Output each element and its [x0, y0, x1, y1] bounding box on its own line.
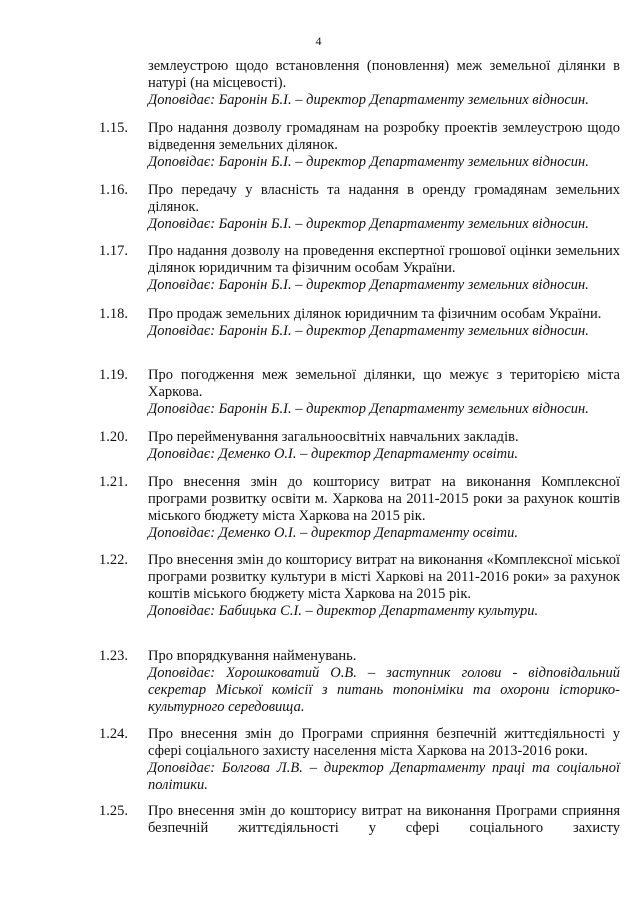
item-body	[148, 58, 620, 109]
item-number: 1.17.	[99, 243, 128, 259]
item-speaker: Доповідає: Бабицька С.І. – директор Департаменту культури.	[148, 603, 539, 619]
item-number: 1.21.	[99, 474, 128, 490]
item-body	[148, 367, 620, 418]
page-number: 4	[315, 34, 322, 48]
item-speaker: Доповідає: Баронін Б.І. – директор Департаменту земельних відносин.	[148, 401, 589, 417]
item-speaker: Доповідає: Баронін Б.І. – директор Департаменту земельних відносин.	[148, 154, 589, 170]
item-body	[148, 648, 620, 716]
item-body	[148, 429, 620, 463]
item-number: 1.15.	[99, 120, 128, 136]
item-body	[148, 474, 620, 542]
item-number: 1.16.	[99, 182, 128, 198]
item-body	[148, 306, 620, 340]
item-number: 1.22.	[99, 552, 128, 568]
item-title-line: натурі (на місцевості).	[148, 75, 287, 91]
item-speaker: Доповідає: Баронін Б.І. – директор Департаменту земельних відносин.	[148, 216, 589, 232]
item-body	[148, 726, 620, 794]
item-speaker: Доповідає: Баронін Б.І. – директор Департаменту земельних відносин.	[148, 323, 589, 339]
item-title: Про передачу у власність та надання в оренду громадянам земельних ділянок.	[148, 182, 620, 215]
item-speaker: Доповідає: Болгова Л.В. – директор Департаменту праці та соціальної політики.	[148, 760, 620, 793]
item-body	[148, 803, 620, 837]
item-number: 1.20.	[99, 429, 128, 445]
item-title: Про надання дозволу громадянам на розробку проектів землеустрою щодо відведення земельних ділянок.	[148, 120, 620, 153]
item-title: Про внесення змін до Програми сприяння безпечній життєдіяльності у сфері соціального захисту населення міста Харкова на 2013-2016 роки.	[148, 726, 620, 759]
item-title: Про внесення змін до кошторису витрат на виконання «Комплексної міської програми розвитку культури в місті Харкові на 2011-2016 роки» за рахунок коштів міського бюджету міста Харкова на 2015 рік.	[148, 552, 620, 602]
item-title: Про впорядкування найменувань.	[148, 648, 357, 664]
item-speaker: Доповідає: Баронін Б.І. – директор Департаменту земельних відносин.	[148, 277, 589, 293]
item-body	[148, 552, 620, 620]
item-title-line: землеустрою щодо встановлення (поновлення) меж земельної ділянки в	[148, 58, 620, 74]
item-title: Про погодження меж земельної ділянки, що межує з територією міста Харкова.	[148, 367, 620, 400]
item-title: Про внесення змін до кошторису витрат на виконання Комплексної програми розвитку освіти м. Харкова на 2011-2015 роки за рахунок коштів міського бюджету міста Харкова на 2015 рік.	[148, 474, 620, 524]
item-number: 1.18.	[99, 306, 128, 322]
item-speaker: Доповідає: Хорошковатий О.В. – заступник голови - відповідальний секретар Міської комісії з питань топоніміки та охорони історико-культурного середовища.	[148, 665, 620, 715]
item-speaker: Доповідає: Баронін Б.І. – директор Департаменту земельних відносин.	[148, 92, 589, 108]
item-title: Про внесення змін до кошторису витрат на виконання Програми сприяння безпечній життєдіяльності у сфері соціального захисту	[148, 803, 620, 836]
item-speaker: Доповідає: Деменко О.І. – директор Департаменту освіти.	[148, 446, 518, 462]
item-body	[148, 182, 620, 233]
item-number: 1.23.	[99, 648, 128, 664]
item-number: 1.25.	[99, 803, 128, 819]
item-number: 1.24.	[99, 726, 128, 742]
item-body	[148, 243, 620, 294]
item-speaker: Доповідає: Деменко О.І. – директор Департаменту освіти.	[148, 525, 518, 541]
item-title: Про надання дозволу на проведення експертної грошової оцінки земельних ділянок юридичним та фізичним особам України.	[148, 243, 620, 276]
item-title: Про продаж земельних ділянок юридичним та фізичним особам України.	[148, 306, 602, 322]
item-title: Про перейменування загальноосвітніх навчальних закладів.	[148, 429, 519, 445]
item-body	[148, 120, 620, 171]
item-number: 1.19.	[99, 367, 128, 383]
